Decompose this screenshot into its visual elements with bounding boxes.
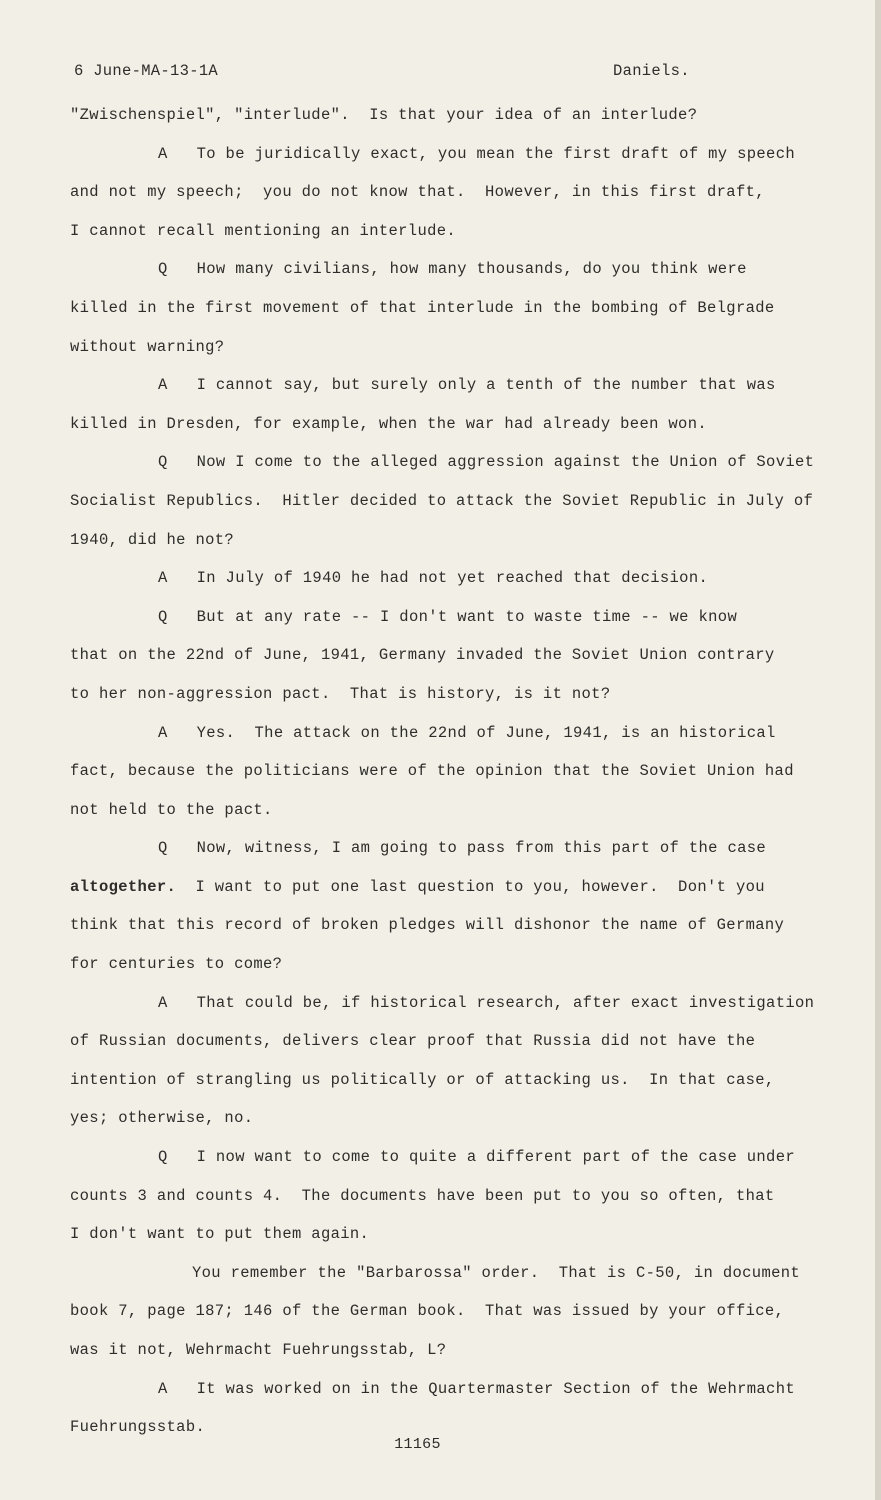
text-line: book 7, page 187; 146 of the German book. That was issued by your office, — [70, 1302, 785, 1321]
text-line: fact, because the politicians were of the opinion that the Soviet Union had — [70, 762, 794, 781]
text-line: I don't want to put them again. — [70, 1225, 370, 1244]
text-line: A That could be, if historical research, after exact investigation — [158, 993, 815, 1012]
text-line: without warning? — [70, 337, 225, 356]
text-line: think that this record of broken pledges will dishonor the name of Germany — [70, 916, 785, 935]
header-reference: 6 June-MA-13-1A — [74, 62, 219, 80]
header-speaker: Daniels. — [613, 62, 690, 80]
text-line: to her non-aggression pact. That is history, is it not? — [70, 684, 611, 703]
text-line: A Yes. The attack on the 22nd of June, 1941, is an historical — [158, 723, 776, 742]
text-line: that on the 22nd of June, 1941, Germany invaded the Soviet Union contrary — [70, 646, 775, 665]
text-line — [70, 868, 820, 907]
page-number: 11165 — [394, 1436, 441, 1453]
overtyped-word: altogether. — [70, 877, 177, 896]
text-line: "Zwischenspiel", "interlude". Is that your idea of an interlude? — [70, 106, 698, 124]
text-line: was it not, Wehrmacht Fuehrungsstab, L? — [70, 1341, 447, 1359]
text-line: Q How many civilians, how many thousands, do you think were — [158, 260, 747, 279]
text-line: not held to the pact. — [70, 800, 273, 819]
text-line: killed in the first movement of that interlude in the bombing of Belgrade — [70, 298, 775, 317]
text-line: I cannot recall mentioning an interlude. — [70, 221, 457, 240]
transcript-body — [70, 96, 820, 1447]
text-line: killed in Dresden, for example, when the war had already been won. — [70, 414, 707, 433]
text-line: intention of strangling us politically or of attacking us. In that case, — [70, 1070, 775, 1089]
text-line: A It was worked on in the Quartermaster Section of the Wehrmacht — [158, 1379, 795, 1398]
text-line: A To be juridically exact, you mean the first draft of my speech — [158, 144, 795, 163]
text-line: Q I now want to come to quite a different part of the case under — [158, 1148, 795, 1167]
text-fragment: I want to put one last question to you, however. Don't you — [176, 877, 765, 896]
text-line: counts 3 and counts 4. The documents have been put to you so often, that — [70, 1186, 775, 1205]
text-line: A In July of 1940 he had not yet reached that decision. — [158, 569, 709, 588]
text-line: Q But at any rate -- I don't want to waste time -- we know — [158, 607, 738, 626]
text-line: You remember the "Barbarossa" order. That is C-50, in document — [192, 1263, 801, 1282]
text-line: and not my speech; you do not know that. However, in this first draft, — [70, 183, 765, 202]
text-line: Fuehrungsstab. — [70, 1418, 206, 1437]
text-line: of Russian documents, delivers clear proof that Russia did not have the — [70, 1032, 756, 1051]
text-line: A I cannot say, but surely only a tenth of the number that was — [158, 376, 776, 395]
text-line: Q Now, witness, I am going to pass from this part of the case — [158, 839, 767, 858]
text-line: yes; otherwise, no. — [70, 1109, 254, 1128]
text-line: for centuries to come? — [70, 955, 283, 974]
text-line: Q Now I come to the alleged aggression against the Union of Soviet — [158, 453, 815, 472]
text-line: 1940, did he not? — [70, 530, 235, 549]
text-line: Socialist Republics. Hitler decided to attack the Soviet Republic in July of — [70, 491, 814, 510]
